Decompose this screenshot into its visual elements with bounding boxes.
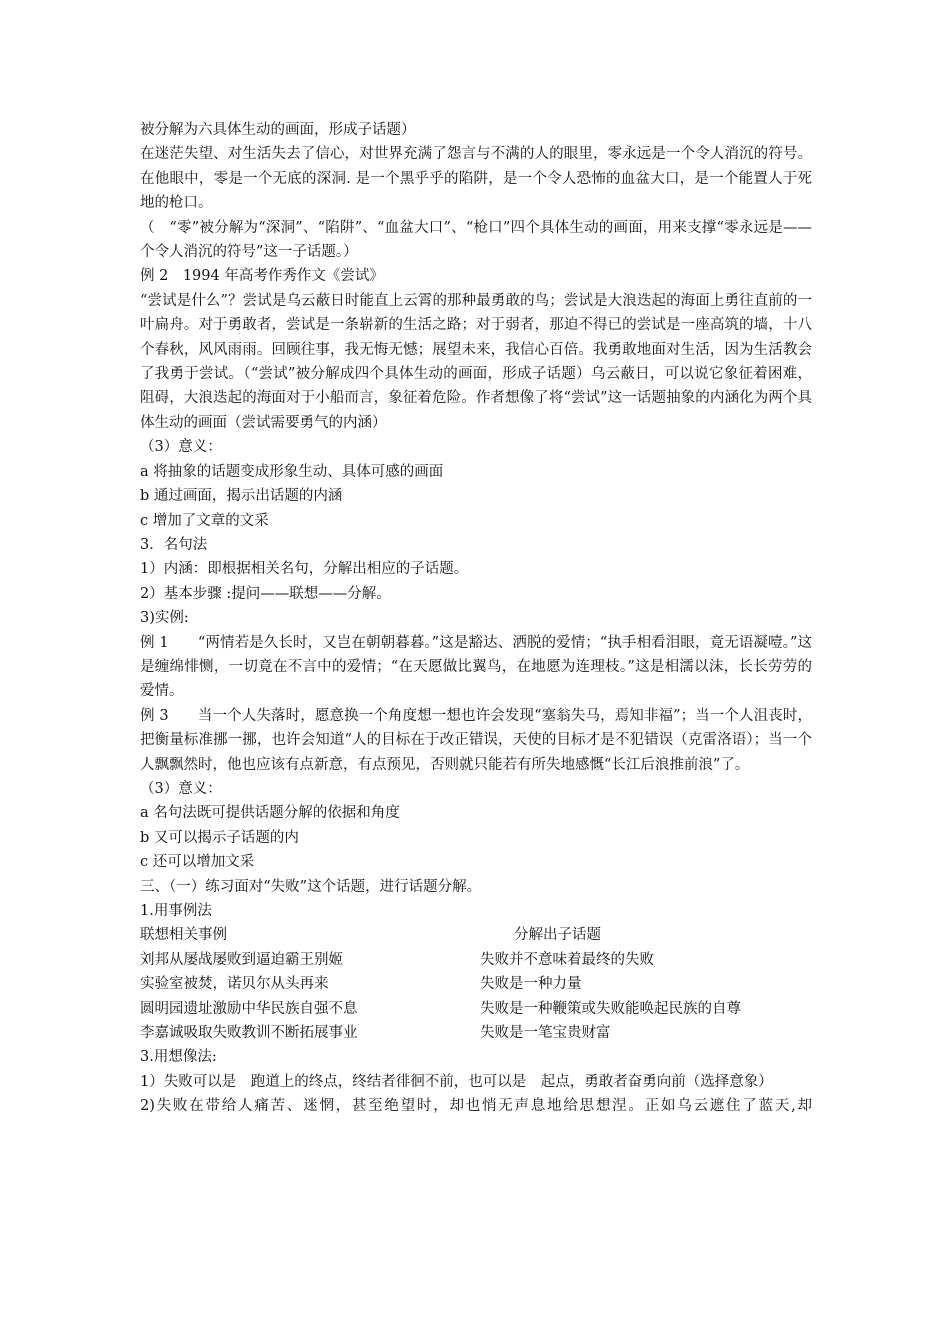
significance-2-item-a: a 名句法既可提供话题分解的依据和角度 bbox=[140, 805, 400, 822]
significance-2-item-b: b 又可以揭示子话题的内 bbox=[140, 829, 299, 846]
table-row bbox=[140, 1021, 812, 1045]
table-cell-subtopic: 失败是一笔宝贵财富 bbox=[480, 1025, 611, 1042]
imagination-item-1: 1）失败可以是 跑道上的终点，终结者徘徊不前，也可以是 起点，勇敢者奋勇向前（选择意象） bbox=[140, 1073, 773, 1090]
table-cell-example: 李嘉诚吸取失败教训不断拓展事业 bbox=[140, 1025, 358, 1042]
example-2-heading: 例 2 1994 年高考作秀作文《尝试》 bbox=[140, 268, 384, 285]
imagination-item-2: 2)失败在带给人痛苦、迷惘，甚至绝望时，却也悄无声息地给思想涅。正如乌云遮住了蓝天,却 bbox=[140, 1098, 812, 1115]
significance-item-a: a 将抽象的话题变成形象生动、具体可感的画面 bbox=[140, 463, 444, 480]
significance-heading: （3）意义： bbox=[140, 439, 222, 456]
paragraph-intro-end: 被分解为六具体生动的画面，形成子话题） bbox=[140, 122, 416, 138]
table-cell-subtopic: 失败是一种力量 bbox=[480, 976, 582, 993]
paragraph-attempt-essay: “尝试是什么”？尝试是乌云蔽日时能直上云霄的那种最勇敢的鸟；尝试是大浪迭起的海面上勇往直前的一叶扁舟。对于勇敢者，尝试是一条崭新的生活之路；对于弱者，那迫不得已的尝试是一座高筑的墙，十八个春秋，风风雨雨。回顾往事，我无悔无憾；展望未来，我信心百倍。我勇敢地面对生活，因为生活教会了我勇于尝试。（“尝试”被分解成四个具体生动的画面，形成子话题）乌云蔽日，可以说它象征着困难，阻碍，大浪迭起的海面对于小船而言，象征着危险。作者想像了将“尝试”这一话题抽象的内涵化为两个具体生动的画面（尝试需要勇气的内涵） bbox=[140, 292, 812, 431]
paragraph-zero-note: （ “零”被分解为“深洞”、“陷阱”、“血盆大口”、“枪口”四个具体生动的画面，用来支撑“零永远是——个令人消沉的符号”这一子话题。） bbox=[140, 219, 812, 261]
case-method-heading: 1.用事例法 bbox=[140, 903, 212, 919]
significance-2-item-c: c 还可以增加文采 bbox=[140, 854, 255, 871]
table-cell-example: 刘邦从屡战屡败到逼迫霸王别姬 bbox=[140, 951, 343, 968]
table-header-right: 分解出子话题 bbox=[514, 927, 601, 944]
table-cell-subtopic: 失败并不意味着最终的失败 bbox=[480, 951, 654, 968]
table-cell-example: 圆明园遗址激励中华民族自强不息 bbox=[140, 1000, 358, 1017]
example-1-quotes: 例 1 “两情若是久长时，又岂在朝朝暮暮。”这是豁达、洒脱的爱情；“执手相看泪眼，竟无语凝噎。”这是缠绵悱恻，一切竟在不言中的爱情；“在天愿做比翼鸟，在地愿为连理枝。”这是相濡以沫，长长劳劳的爱情。 bbox=[140, 634, 812, 700]
method-3-examples-heading: 3)实例: bbox=[140, 610, 189, 627]
method-3-definition: 1）内涵：即根据相关名句，分解出相应的子话题。 bbox=[140, 561, 469, 578]
table-header-left: 联想相关事例 bbox=[140, 927, 227, 944]
method-3-heading: 3．名句法 bbox=[140, 536, 208, 553]
imagination-method-heading: 3.用想像法: bbox=[140, 1049, 217, 1066]
paragraph-zero-example: 在迷茫失望、对生活失去了信心，对世界充满了怨言与不满的人的眼里，零永远是一个令人消沉的符号。在他眼中，零是一个无底的深洞. 是一个黑乎乎的陷阱，是一个令人恐怖的血盆大口，是一个能置人于死地的枪口。 bbox=[140, 146, 812, 212]
table-row bbox=[140, 972, 812, 996]
table-cell-subtopic: 失败是一种鞭策或失败能唤起民族的自尊 bbox=[480, 1000, 741, 1017]
table-header-row bbox=[140, 923, 812, 947]
significance-item-c: c 增加了文章的文采 bbox=[140, 512, 269, 529]
significance-item-b: b 通过画面，揭示出话题的内涵 bbox=[140, 488, 343, 505]
significance-heading-2: （3）意义： bbox=[140, 780, 222, 797]
exercise-heading: 三、（一）练习面对“失败”这个话题，进行话题分解。 bbox=[140, 878, 482, 895]
table-cell-example: 实验室被焚，诺贝尔从头再来 bbox=[140, 976, 329, 993]
table-row bbox=[140, 997, 812, 1021]
example-3-quotes: 例 3 当一个人失落时，愿意换一个角度想一想也许会发现“塞翁失马，焉知非福”；当一个人沮丧时，把衡量标准挪一挪，也许会知道“人的目标在于改正错误，天使的目标才是不犯错误（克雷洛语）；当一个人飘飘然时，他也应该有点新意，有点预见，否则就只能若有所失地感慨“长江后浪推前浪”了。 bbox=[140, 707, 812, 773]
method-3-steps: 2）基本步骤 :提问——联想——分解。 bbox=[140, 585, 391, 602]
table-row bbox=[140, 948, 812, 972]
document-page bbox=[140, 118, 812, 1119]
